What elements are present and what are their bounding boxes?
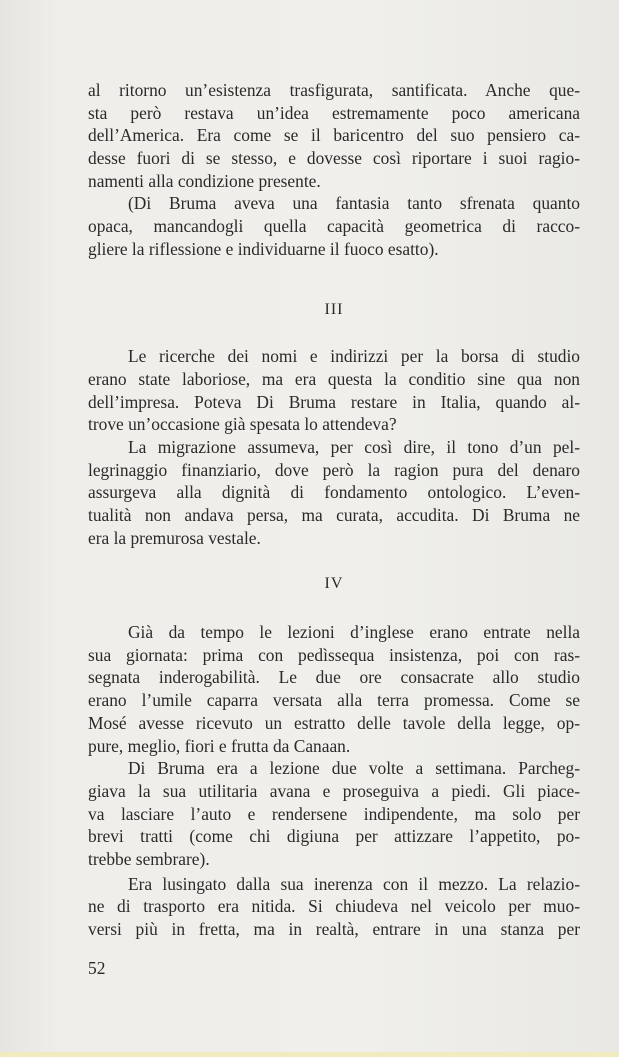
paragraph	[88, 192, 580, 260]
text-line: desse fuori di se stesso, e dovesse così riportare i suoi ragio-	[88, 148, 580, 169]
text-line: tualità non andava persa, ma curata, accudita. Di Bruma ne	[88, 505, 580, 525]
text-line: pure, meglio, fiori e frutta da Canaan.	[88, 735, 351, 756]
text-line: versi più in fretta, ma in realtà, entrare in una stanza per	[88, 919, 580, 939]
section-heading: IV	[324, 575, 344, 593]
text-line: namenti alla condizione presente.	[88, 170, 321, 191]
text-line: sta però restava un’idea estremamente poco americana	[88, 102, 580, 123]
text-line: giava la sua utilitaria avana e proseguiva a piedi. Gli piace-	[88, 780, 580, 801]
text-line: opaca, mancandogli quella capacità geometrica di racco-	[88, 216, 580, 237]
text-line: Già da tempo le lezioni d’inglese erano entrate nella	[128, 622, 580, 643]
paragraph	[88, 873, 580, 941]
paragraph	[88, 436, 580, 549]
text-line: trebbe sembrare).	[88, 848, 210, 869]
text-line: sua giornata: prima con pedìssequa insistenza, poi con ras-	[88, 644, 580, 665]
text-line: segnata inderogabilità. Le due ore consacrate allo studio	[88, 667, 580, 688]
text-line: era la premurosa vestale.	[88, 527, 261, 548]
text-line: La migrazione assumeva, per così dire, il tono d’un pel-	[128, 436, 580, 457]
text-line: gliere la riflessione e individuarne il fuoco esatto).	[88, 238, 439, 259]
text-line: ne di trasporto era nitida. Si chiudeva nel veicolo per muo-	[88, 896, 580, 917]
text-line: assurgeva alla dignità di fondamento ontologico. L’even-	[88, 482, 580, 503]
text-line: erano state laboriose, ma era questa la conditio sine qua non	[88, 368, 580, 389]
text-line: erano l’umile caparra versata alla terra promessa. Come se	[88, 690, 580, 711]
paragraph	[88, 79, 580, 192]
section-heading: III	[324, 300, 344, 318]
text-line: (Di Bruma aveva una fantasia tanto sfrenata quanto	[128, 193, 580, 214]
text-line: dell’impresa. Poteva Di Bruma restare in Italia, quando al-	[88, 391, 580, 412]
text-line: Mosé avesse ricevuto un estratto delle tavole della legge, op-	[88, 712, 580, 733]
body-text	[88, 79, 580, 941]
text-line: trove un’occasione già spesata lo attendeva?	[88, 414, 397, 435]
paragraph	[88, 757, 580, 870]
page-edge	[0, 1052, 619, 1057]
text-line: al ritorno un’esistenza trasfigurata, santificata. Anche que-	[88, 80, 580, 100]
paragraph	[88, 345, 580, 436]
text-line: Di Bruma era a lezione due volte a settimana. Parcheg-	[128, 758, 580, 779]
page-number: 52	[88, 958, 106, 978]
text-line: dell’America. Era come se il baricentro del suo pensiero ca-	[88, 125, 580, 146]
text-line: va lasciare l’auto e rendersene indipendente, ma solo per	[88, 803, 580, 824]
text-line: legrinaggio finanziario, dove però la ragion pura del denaro	[88, 459, 580, 480]
text-line: Era lusingato dalla sua inerenza con il mezzo. La relazio-	[128, 873, 580, 894]
text-line: Le ricerche dei nomi e indirizzi per la borsa di studio	[128, 346, 580, 367]
paragraph	[88, 621, 580, 757]
text-line: brevi tratti (come chi digiuna per attizzare l’appetito, po-	[88, 826, 580, 847]
